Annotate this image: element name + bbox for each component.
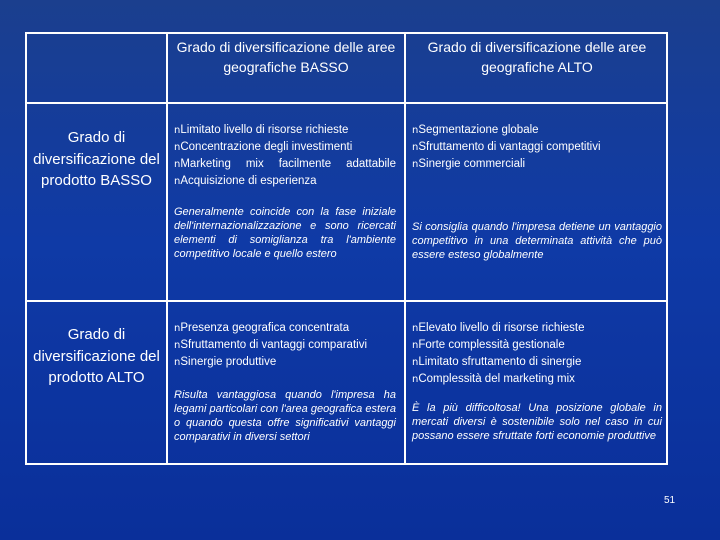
list-item: nComplessità del marketing mix bbox=[412, 373, 575, 385]
header-low-geo bbox=[168, 37, 404, 77]
page-number: 51 bbox=[664, 495, 676, 506]
cell-highprod-lowgeo bbox=[174, 320, 396, 444]
cell-note: Si consiglia quando l'impresa detiene un vantaggio competitivo in una determinata attività che può essere esteso globalmente bbox=[412, 221, 662, 261]
row-header-low-prod-text: Grado di diversificazione del prodotto BASSO bbox=[33, 129, 160, 189]
bullet-marker: n bbox=[412, 159, 419, 170]
list-item: nSinergie produttive bbox=[174, 356, 277, 368]
cell-note: È la più difficoltosa! Una posizione globale in mercati diversi è sostenibile solo nel caso in cui possano essere sfruttate forti economie produttive bbox=[412, 402, 662, 442]
row-header-high-prod-text: Grado di diversificazione del prodotto ALTO bbox=[33, 326, 160, 386]
list-item: nLimitato livello di risorse richieste bbox=[174, 124, 349, 136]
bullet-marker: n bbox=[174, 176, 181, 187]
list-item: nConcentrazione degli investimenti bbox=[174, 141, 353, 153]
bullet-marker: n bbox=[174, 357, 181, 368]
list-item: nSfruttamento di vantaggi competitivi bbox=[412, 141, 601, 153]
bullet-list bbox=[412, 122, 662, 173]
bullet-marker: n bbox=[412, 357, 419, 368]
header-high-geo bbox=[406, 37, 668, 77]
list-item: nLimitato sfruttamento di sinergie bbox=[412, 356, 582, 368]
bullet-marker: n bbox=[174, 142, 181, 153]
row-header-low-prod bbox=[31, 127, 162, 192]
column-divider bbox=[166, 34, 168, 463]
bullet-marker: n bbox=[412, 323, 419, 334]
bullet-marker: n bbox=[412, 142, 419, 153]
cell-note: Risulta vantaggiosa quando l'impresa ha legami particolari con l'area geografica estera o quando questa offre significativi vantaggi comparativi in diversi settori bbox=[174, 389, 396, 443]
bullet-marker: n bbox=[412, 374, 419, 385]
list-item: nAcquisizione di esperienza bbox=[174, 175, 317, 187]
bullet-marker: n bbox=[174, 340, 181, 351]
bullet-list bbox=[174, 122, 396, 190]
header-low-geo-text: Grado di diversificazione delle aree geografiche BASSO bbox=[176, 39, 396, 75]
cell-lowprod-lowgeo bbox=[174, 122, 396, 261]
bullet-list bbox=[412, 320, 662, 388]
header-high-geo-text: Grado di diversificazione delle aree geografiche ALTO bbox=[427, 39, 647, 75]
cell-note: Generalmente coincide con la fase iniziale dell'internazionalizzazione e sono ricercati elementi di somiglianza tra l'ambiente competitivo locale e quello estero bbox=[174, 206, 396, 260]
list-item: nSegmentazione globale bbox=[412, 124, 539, 136]
list-item: nSfruttamento di vantaggi comparativi bbox=[174, 339, 367, 351]
row-divider bbox=[27, 102, 666, 104]
cell-lowprod-highgeo bbox=[412, 122, 662, 262]
list-item: nSinergie commerciali bbox=[412, 158, 526, 170]
list-item: nPresenza geografica concentrata bbox=[174, 322, 350, 334]
list-item: nElevato livello di risorse richieste bbox=[412, 322, 585, 334]
bullet-list bbox=[174, 320, 396, 371]
row-divider bbox=[27, 300, 666, 302]
row-header-high-prod bbox=[31, 324, 162, 389]
list-item: nForte complessità gestionale bbox=[412, 339, 565, 351]
cell-highprod-highgeo bbox=[412, 320, 662, 443]
bullet-marker: n bbox=[174, 323, 181, 334]
list-item: nMarketing mix facilmente adattabile bbox=[174, 158, 396, 170]
bullet-marker: n bbox=[174, 125, 181, 136]
bullet-marker: n bbox=[412, 125, 419, 136]
column-divider bbox=[404, 34, 406, 463]
bullet-marker: n bbox=[412, 340, 419, 351]
matrix-table bbox=[25, 32, 668, 465]
bullet-marker: n bbox=[174, 159, 181, 170]
